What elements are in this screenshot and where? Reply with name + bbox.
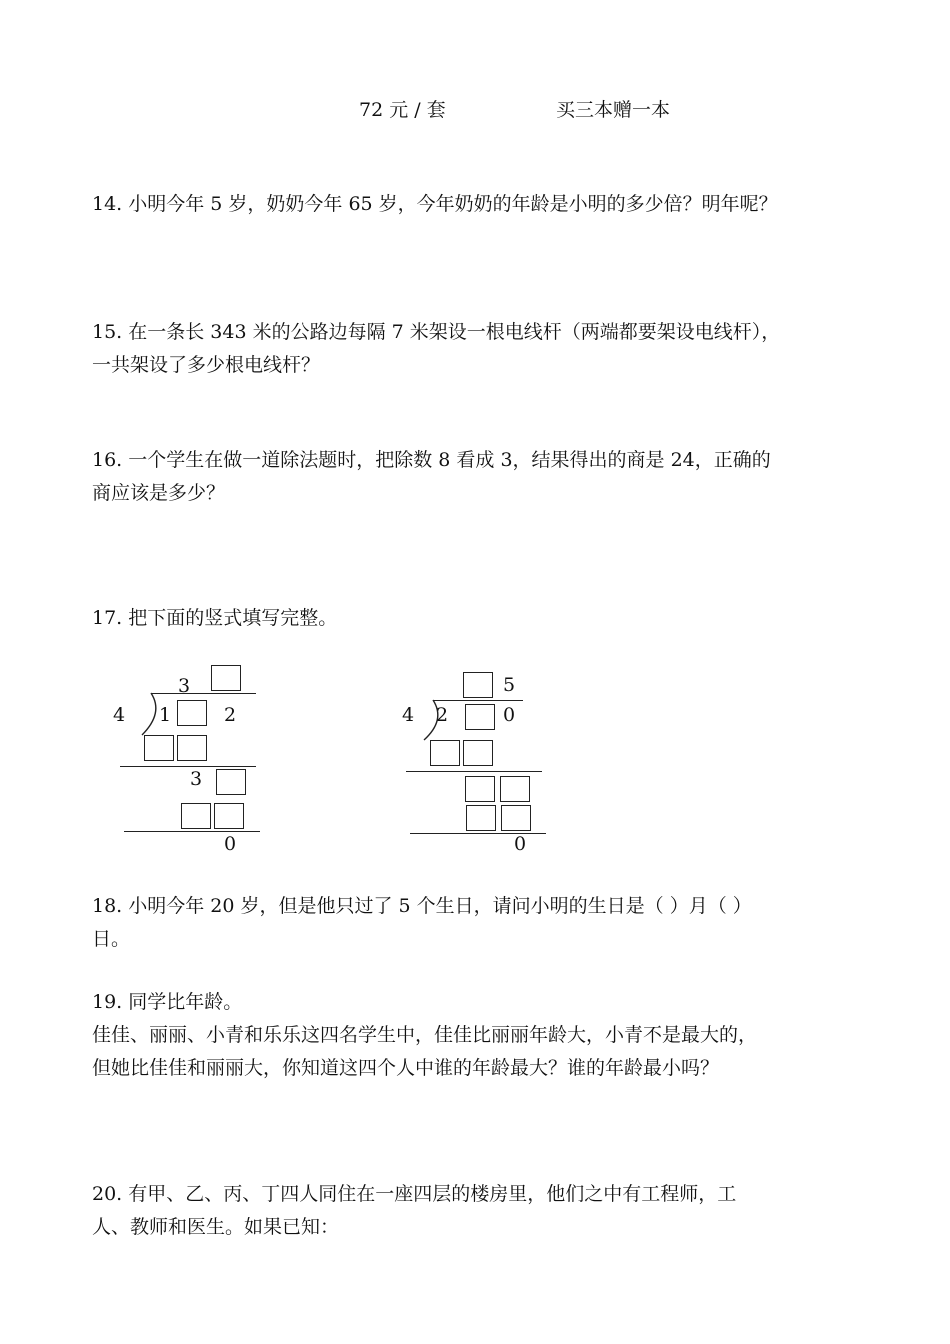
right-dividend-blank[interactable] — [465, 704, 495, 730]
right-division-bar — [433, 700, 523, 701]
left-subtract-line-1 — [120, 766, 256, 767]
question-16 — [92, 444, 862, 510]
question-18-line-1: 18. 小明今年 20 岁，但是他只过了 5 个生日，请问小明的生日是（ ）月（ ） — [92, 895, 752, 917]
right-quotient-blank[interactable] — [463, 672, 493, 698]
question-17 — [92, 602, 862, 635]
left-quotient-digit: 3 — [178, 675, 191, 697]
left-divisor: 4 — [113, 704, 126, 726]
right-subtract-line-1 — [406, 771, 542, 772]
left-division-bracket — [136, 693, 156, 735]
right-step-blank-a[interactable] — [465, 776, 495, 802]
question-20-line-2: 人、教师和医生。如果已知： — [92, 1216, 340, 1238]
question-19-line-1: 佳佳、丽丽、小青和乐乐这四名学生中，佳佳比丽丽年龄大，小青不是最大的， — [92, 1024, 758, 1046]
left-product2-blank-b[interactable] — [214, 803, 244, 829]
promo-label: 买三本赠一本 — [556, 99, 671, 121]
left-dividend-last: 2 — [224, 704, 237, 726]
right-quotient-digit: 5 — [503, 674, 516, 696]
left-product1-blank-a[interactable] — [144, 735, 174, 761]
question-15-line-2: 一共架设了多少根电线杆？ — [92, 354, 321, 376]
right-product1-blank-b[interactable] — [463, 740, 493, 766]
question-17-line-1: 17. 把下面的竖式填写完整。 — [92, 607, 338, 629]
question-15 — [92, 316, 862, 382]
right-step-blank-b[interactable] — [500, 776, 530, 802]
left-subtract-line-2 — [124, 831, 260, 832]
left-dividend-blank[interactable] — [177, 700, 207, 726]
question-20-line-1: 20. 有甲、乙、丙、丁四人同住在一座四层的楼房里，他们之中有工程师，工 — [92, 1183, 737, 1205]
right-dividend-last: 0 — [503, 704, 516, 726]
left-product1-blank-b[interactable] — [177, 735, 207, 761]
left-remainder: 0 — [224, 833, 237, 855]
left-product2-blank-a[interactable] — [181, 803, 211, 829]
question-19-line-2: 但她比佳佳和丽丽大，你知道这四个人中谁的年龄最大？谁的年龄最小吗？ — [92, 1057, 720, 1079]
question-16-line-2: 商应该是多少？ — [92, 482, 226, 504]
right-product2-blank-b[interactable] — [501, 805, 531, 831]
question-15-line-1: 15. 在一条长 343 米的公路边每隔 7 米架设一根电线杆（两端都要架设电线杆）， — [92, 321, 781, 343]
question-18-line-2: 日。 — [92, 928, 131, 950]
right-dividend-first: 2 — [436, 704, 449, 726]
question-18 — [92, 890, 862, 956]
right-product2-blank-a[interactable] — [466, 805, 496, 831]
question-14-line-1: 14. 小明今年 5 岁，奶奶今年 65 岁，今年奶奶的年龄是小明的多少倍？明年呢？ — [92, 193, 778, 215]
left-division-bar — [151, 693, 256, 694]
question-20 — [92, 1178, 862, 1244]
question-19 — [92, 986, 862, 1085]
right-division-bracket — [418, 700, 438, 740]
right-remainder: 0 — [514, 833, 527, 855]
left-step-blank[interactable] — [216, 769, 246, 795]
left-dividend-first: 1 — [159, 704, 172, 726]
question-19-title: 19. 同学比年龄。 — [92, 991, 243, 1013]
price-label: 72 元 / 套 — [359, 99, 446, 121]
right-divisor: 4 — [402, 704, 415, 726]
question-14 — [92, 188, 862, 221]
right-product1-blank-a[interactable] — [430, 740, 460, 766]
left-step-digit: 3 — [190, 768, 203, 790]
question-16-line-1: 16. 一个学生在做一道除法题时，把除数 8 看成 3，结果得出的商是 24，正确的 — [92, 449, 771, 471]
left-quotient-blank[interactable] — [211, 665, 241, 691]
